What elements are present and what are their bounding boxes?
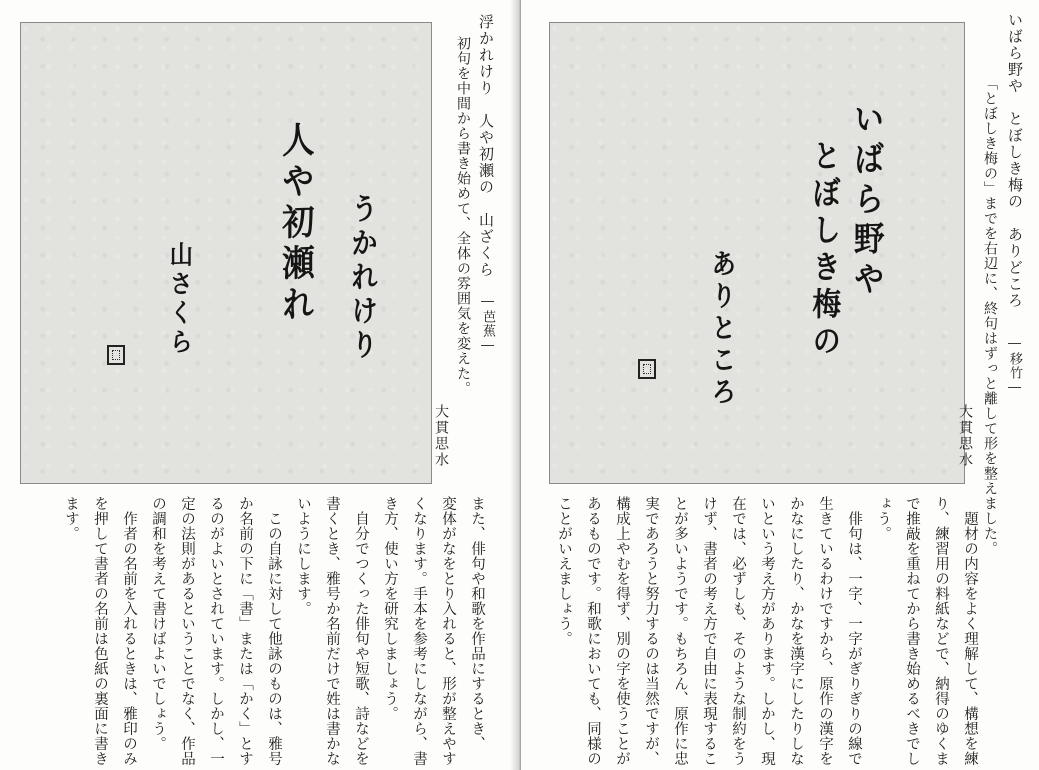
poem-text-right: いばら野や とぼしき梅の ありどころ: [1006, 12, 1024, 309]
body-text-left: また、俳句や和歌を作品にするとき、 変体がなをとり入れると、形が整えやす くなります。手本を参考にしながら、書 き方、使い方を研究しましょう。 自分でつくった俳句や短歌、詩などを 書くとき、雅号か名前だけで姓は書かな いようにします。 この自詠に対して他詠のものは、雅号 か名前の下に「書」または「かく」とす るのがよいとされています。しかし、一 定の法則があるということでなく、作品 の調和を考えて書けばよいでしょう。 作者の名前を入れるときは、雅印のみ を押して書者の名前は色紙の裏面に書き ます。: [63, 496, 485, 766]
poem-note-right: 「とぼしき梅の」までを右辺に、終句はずっと離して形を整えました。: [982, 76, 998, 556]
poem-note-left: 初句を中間から書き始めて、全体の雰囲気を変えた。: [455, 36, 471, 396]
body-text-right: 題材の内容をよく理解して、構想を練 り、練習用の料紙などで、納得のゆくま で推敲を重ねてから書き始めるべきでし ょう。 俳句は、一字、一字がぎりぎりの線で 生きているわけですから、原作の漢字を かなにしたり、かなを漢字にしたりしな いという考え方があります。しかし、現 在では、必ずしも、そのような制約をう けず、書者の考え方で自由に表現するこ とが多いようです。もちろん、原作に忠 実であろうと努力するのは当然ですが、 構成上やむを得ず、別の字を使うことが あるものです。和歌においても、同様の ことがいえましょう。: [556, 496, 978, 766]
shikishi-board-right: [549, 22, 965, 484]
left-page: [0, 0, 518, 770]
calligraphy-line-1: いばら野や: [848, 100, 885, 302]
calligraphy-line-3: 山さくら: [165, 240, 193, 358]
poem-author-right: ―移竹―: [1007, 336, 1022, 396]
calligraphy-line-2: とぼしき梅の: [807, 138, 843, 362]
artist-name-right: 大貫思水: [957, 404, 973, 468]
artist-name-left: 大貫思水: [433, 404, 449, 468]
poem-author-left: ―芭蕉―: [480, 294, 495, 354]
calligraphy-line-3: ありところ: [707, 248, 738, 410]
poem-text-left: 浮かれけり 人や初瀬の 山ざくら: [477, 14, 495, 278]
artist-seal: [107, 345, 125, 365]
calligraphy-line-1: うかれけり: [345, 192, 378, 364]
calligraphy-line-2: 人や初瀬れ: [277, 120, 315, 327]
artist-seal: [638, 359, 656, 379]
shikishi-board-left: [20, 22, 432, 484]
right-page: [521, 0, 1039, 770]
